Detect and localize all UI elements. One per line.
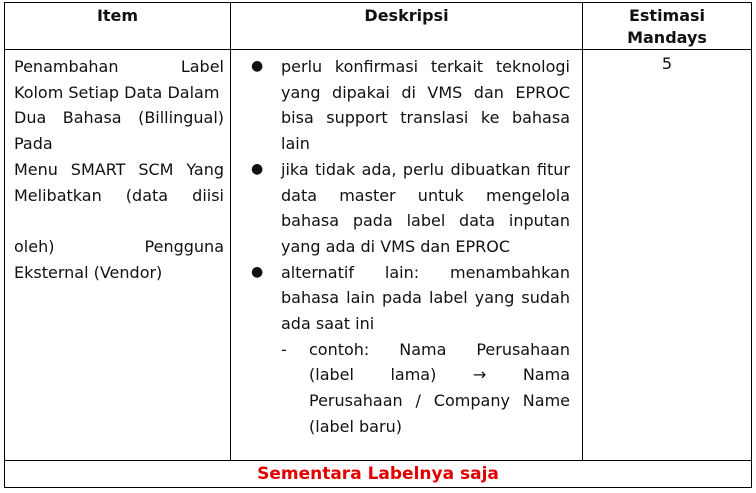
sub-item-text: contoh: Nama Perusahaan (label lama) → Nama Perusahaan / Company Name (label baru) (309, 339, 570, 436)
bullet-icon: ● (251, 263, 264, 280)
sub-list-item (281, 337, 570, 440)
item-line: oleh) Pengguna (14, 236, 224, 256)
bullet-text: alternatif lain: menambahkan bahasa lain pada label yang sudah ada saat ini (281, 262, 570, 334)
header-estimasi-line2: Mandays (627, 28, 707, 47)
bullet-text: perlu konfirmasi terkait teknologi yang dipakai di VMS dan EPROC bisa support translasi ke bahasa lain (281, 57, 570, 154)
header-estimasi-line1: Estimasi (628, 6, 706, 25)
item-line: Kolom Setiap Data Dalam (14, 82, 220, 102)
header-estimasi (583, 3, 752, 50)
item-cell (5, 50, 231, 461)
item-line-blank (14, 208, 224, 234)
item-line: Eksternal (Vendor) (14, 262, 163, 282)
header-row (5, 3, 752, 50)
list-item (247, 260, 570, 440)
estimasi-cell (583, 50, 752, 461)
footer-row (5, 461, 752, 488)
item-line: Dua Bahasa (Billingual) (14, 108, 224, 128)
bullet-icon: ● (251, 58, 264, 74)
bullet-text: jika tidak ada, perlu dibuatkan fitur data master untuk mengelola bahasa pada label data inputan yang ada di VMS dan EPROC (281, 159, 570, 256)
header-item-label: Item (96, 6, 139, 25)
header-deskripsi-label: Deskripsi (364, 6, 449, 25)
footer-note-cell (5, 461, 752, 488)
estimation-table (4, 2, 752, 488)
item-line: Penambahan Label (14, 57, 224, 76)
description-cell (231, 50, 583, 461)
estimasi-value: 5 (661, 54, 673, 73)
bullet-icon: ● (251, 160, 264, 177)
item-line: Melibatkan (data diisi (14, 185, 224, 205)
header-item (5, 3, 231, 50)
table-row (5, 50, 752, 461)
item-line: Menu SMART SCM Yang (14, 159, 224, 179)
header-deskripsi (231, 3, 583, 50)
description-list (247, 54, 570, 440)
dash-icon: - (281, 339, 287, 359)
item-line: Pada (14, 134, 53, 154)
list-item (247, 157, 570, 260)
footer-note: Sementara Labelnya saja (257, 464, 499, 484)
list-item (247, 54, 570, 157)
